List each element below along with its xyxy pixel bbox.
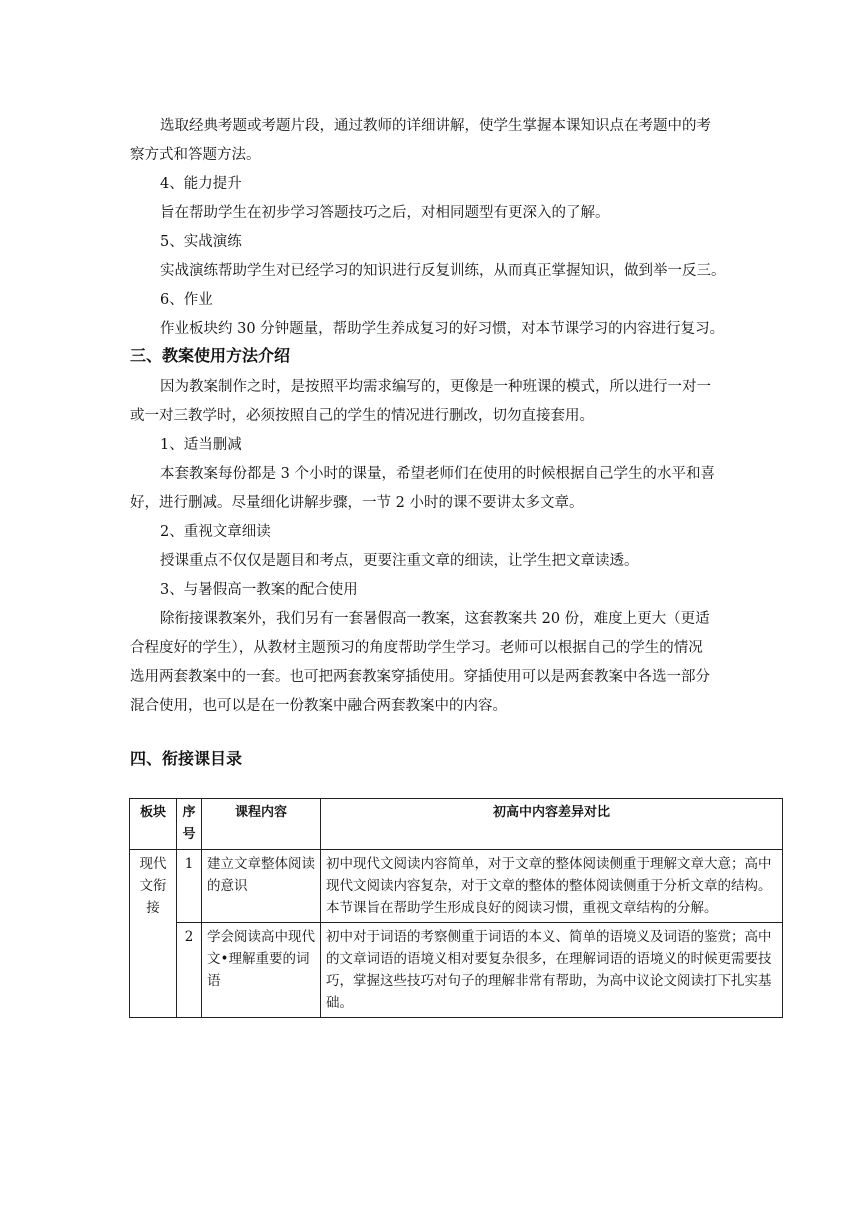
header-number: 序号 <box>177 799 202 850</box>
table-row <box>130 850 783 923</box>
paragraph-line: 混合使用，也可以是在一份教案中融合两套教案中的内容。 <box>130 698 507 714</box>
section-heading-4: 四、衔接课目录 <box>130 749 243 768</box>
block-cell: 现代文衔接 <box>130 850 177 1018</box>
paragraph-line: 授课重点不仅仅是题目和考点，更要注重文章的细读，让学生把文章读透。 <box>160 553 639 569</box>
paragraph-line: 选取经典考题或考题片段，通过教师的详细讲解，使学生掌握本课知识点在考题中的考 <box>160 118 711 134</box>
header-difference: 初高中内容差异对比 <box>321 799 783 850</box>
table-row <box>130 923 783 1018</box>
paragraph-line: 除衔接课教案外，我们另有一套暑假高一教案，这套教案共 20 份，难度上更大（更适 <box>160 611 710 627</box>
subheading-homework: 6、作业 <box>160 292 213 308</box>
subheading-combined-use: 3、与暑假高一教案的配合使用 <box>160 582 358 598</box>
course-cell: 建立文章整体阅读的意识 <box>202 850 321 923</box>
paragraph-line: 本套教案每份都是 3 个小时的课量，希望老师们在使用的时候根据自己学生的水平和喜 <box>160 466 715 482</box>
subheading-ability: 4、能力提升 <box>160 176 242 192</box>
row-number: 1 <box>177 850 202 923</box>
subheading-trim: 1、适当删减 <box>160 437 242 453</box>
difference-cell: 初中现代文阅读内容简单，对于文章的整体阅读侧重于理解文章大意；高中现代文阅读内容复杂，对于文章的整体的整体阅读侧重于分析文章的结构。本节课旨在帮助学生形成良好的阅读习惯，重视文章结构的分解。 <box>321 850 783 923</box>
row-number: 2 <box>177 923 202 1018</box>
subheading-practice: 5、实战演练 <box>160 234 242 250</box>
header-block: 板块 <box>130 799 177 850</box>
paragraph-line: 好，进行删减。尽量细化讲解步骤，一节 2 小时的课不要讲太多文章。 <box>130 495 584 511</box>
paragraph-line: 作业板块约 30 分钟题量，帮助学生养成复习的好习惯，对本节课学习的内容进行复习。 <box>160 321 725 337</box>
paragraph-line: 因为教案制作之时，是按照平均需求编写的，更像是一种班课的模式，所以进行一对一 <box>160 379 711 395</box>
paragraph-line: 旨在帮助学生在初步学习答题技巧之后，对相同题型有更深入的了解。 <box>160 205 610 221</box>
paragraph-line: 或一对三教学时，必须按照自己的学生的情况进行删改，切勿直接套用。 <box>130 408 594 424</box>
subheading-close-reading: 2、重视文章细读 <box>160 524 271 540</box>
paragraph-line: 合程度好的学生），从教材主题预习的角度帮助学生学习。老师可以根据自己的学生的情况 <box>130 640 703 656</box>
header-course: 课程内容 <box>202 799 321 850</box>
section-heading-3: 三、教案使用方法介绍 <box>130 346 291 365</box>
paragraph-line: 察方式和答题方法。 <box>130 147 261 163</box>
difference-cell: 初中对于词语的考察侧重于词语的本义、简单的语境义及词语的鉴赏；高中的文章词语的语境义相对要复杂很多，在理解词语的语境义的时候更需要技巧，掌握这些技巧对句子的理解非常有帮助，为高中议论文阅读打下扎实基础。 <box>321 923 783 1018</box>
paragraph-line: 实战演练帮助学生对已经学习的知识进行反复训练，从而真正掌握知识，做到举一反三。 <box>160 263 726 279</box>
course-catalog-table <box>129 798 783 1018</box>
course-cell: 学会阅读高中现代文•理解重要的词语 <box>202 923 321 1018</box>
table-header-row <box>130 799 783 850</box>
paragraph-line: 选用两套教案中的一套。也可把两套教案穿插使用。穿插使用可以是两套教案中各选一部分 <box>130 669 710 685</box>
